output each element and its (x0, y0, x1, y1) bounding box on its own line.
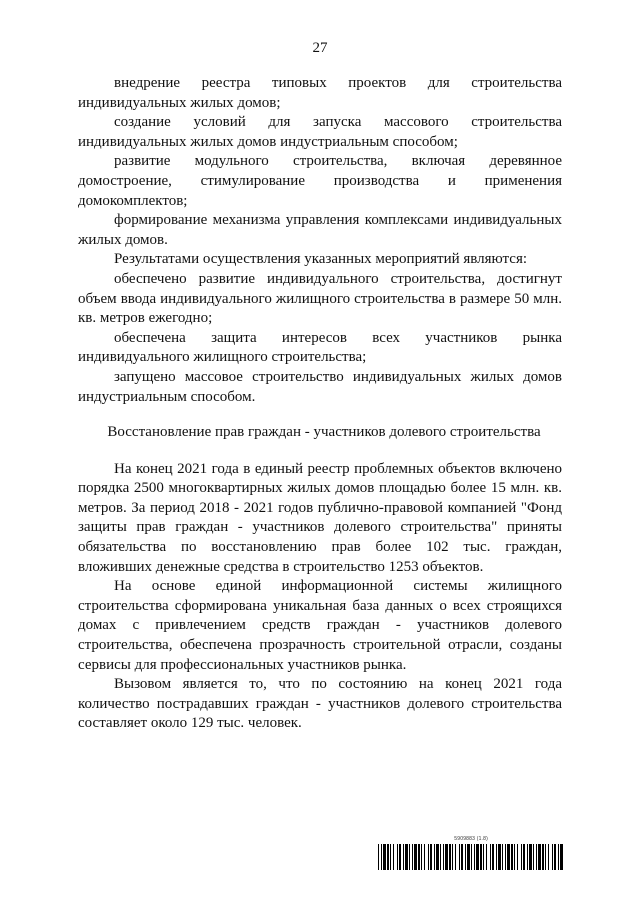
paragraph-management-mechanism: формирование механизма управления комплексами индивидуальных жилых домов. (78, 212, 562, 248)
page-number: 27 (312, 40, 328, 56)
paragraph-information-system: На основе единой информационной системы жилищного строительства сформирована уникальная база данных о всех строящихся домах с привлечением средств граждан - участников долевого строительства, обеспечена прозрачность строительной отрасли, созданы сервисы для профессиональных участников рынка. (78, 578, 562, 673)
paragraph-result-development: обеспечено развитие индивидуального строительства, достигнут объем ввода индивидуального жилищного строительства в размере 50 млн. кв. метров ежегодно; (78, 270, 562, 327)
paragraph-result-protection: обеспечена защита интересов всех участников рынка индивидуального жилищного строительства; (78, 329, 562, 366)
paragraph-modular-construction: развитие модульного строительства, включая деревянное домостроение, стимулирование производства и применения домокомплектов; (78, 153, 562, 209)
document-footer (378, 836, 564, 870)
paragraph-problem-objects-registry: На конец 2021 года в единый реестр проблемных объектов включено порядка 2500 многоквартирных жилых домов площадью более 15 млн. кв. метров. За период 2018 - 2021 годов публично-правовой компанией "Фонд защиты прав граждан - участников долевого строительства" приняты обязательства по восстановлению прав более 102 тыс. граждан, вложивших денежные средства в строительство 1253 объектов. (78, 460, 562, 575)
barcode-icon (378, 844, 564, 870)
paragraph-registry-typical-projects: внедрение реестра типовых проектов для строительства индивидуальных жилых домов; (78, 75, 562, 111)
barcode-label: 5909883 (1.8) (454, 836, 488, 842)
paragraph-results-intro: Результатами осуществления указанных мероприятий являются: (114, 251, 528, 268)
section-heading: Восстановление прав граждан - участников долевого строительства (107, 424, 541, 441)
paragraph-challenge: Вызовом является то, что по состоянию на конец 2021 года количество пострадавших граждан - участников долевого строительства составляет около 129 тыс. человек. (78, 676, 562, 732)
paragraph-mass-construction-conditions: создание условий для запуска массового строительства индивидуальных жилых домов индустриальным способом; (78, 114, 562, 150)
paragraph-result-mass-construction: запущено массовое строительство индивидуальных жилых домов индустриальным способом. (78, 368, 562, 405)
document-body (78, 74, 562, 734)
